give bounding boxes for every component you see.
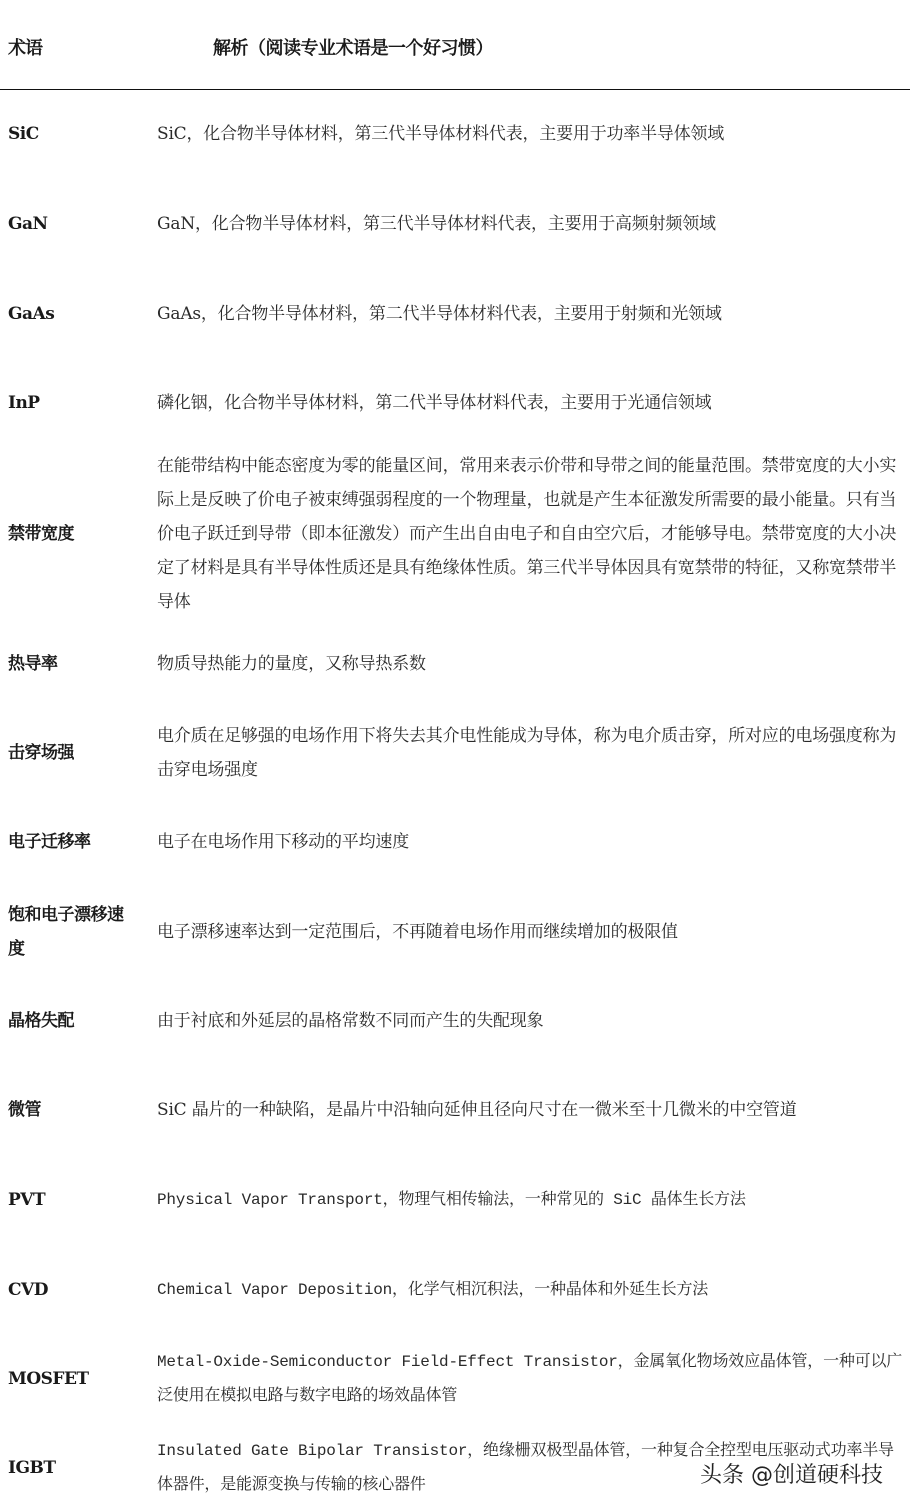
term-cell: 饱和电子漂移速度: [8, 905, 124, 959]
description-cell: Insulated Gate Bipolar Transistor，绝缘栅双极型晶体管，一种复合全控型电压驱动式功率半导体器件，是能源变换与传输的核心器件: [157, 1442, 894, 1494]
description-cell: 电子漂移速率达到一定范围后，不再随着电场作用而继续增加的极限值: [157, 922, 678, 942]
term-cell: SiC: [8, 124, 39, 144]
term-cell: CVD: [8, 1280, 48, 1300]
description-cell: 磷化铟，化合物半导体材料，第二代半导体材料代表，主要用于光通信领域: [157, 393, 712, 413]
term-cell: 晶格失配: [8, 1011, 74, 1031]
description-cell: SiC 晶片的一种缺陷，是晶片中沿轴向延伸且径向尺寸在一微米至十几微米的中空管道: [157, 1100, 797, 1120]
description-cell: 电子在电场作用下移动的平均速度: [157, 832, 409, 852]
term-cell: InP: [8, 393, 40, 413]
term-cell: 电子迁移率: [8, 832, 91, 852]
description-cell: GaN，化合物半导体材料，第三代半导体材料代表，主要用于高频射频领域: [157, 214, 716, 234]
description-cell: SiC，化合物半导体材料，第三代半导体材料代表，主要用于功率半导体领域: [157, 124, 725, 144]
table-header: [0, 0, 910, 90]
description-cell: GaAs，化合物半导体材料，第二代半导体材料代表，主要用于射频和光领域: [157, 304, 722, 324]
description-cell: Chemical Vapor Deposition，化学气相沉积法，一种晶体和外延生长方法: [157, 1281, 709, 1299]
description-cell: 电介质在足够强的电场作用下将失去其介电性能成为导体，称为电介质击穿，所对应的电场强度称为击穿电场强度: [157, 726, 897, 780]
term-cell: GaN: [8, 214, 48, 234]
description-cell: Physical Vapor Transport，物理气相传输法，一种常见的 SiC 晶体生长方法: [157, 1191, 746, 1209]
description-column-header: 解析（阅读专业术语是一个好习惯）: [213, 38, 493, 59]
term-cell: 热导率: [8, 654, 58, 674]
term-cell: PVT: [8, 1190, 46, 1210]
term-cell: GaAs: [8, 304, 55, 324]
description-cell: Metal-Oxide-Semiconductor Field-Effect Transistor，金属氧化物场效应晶体管，一种可以广泛使用在模拟电路与数字电路的场效晶体管: [157, 1353, 903, 1405]
description-cell: 物质导热能力的量度，又称导热系数: [157, 654, 426, 674]
term-cell: 禁带宽度: [8, 524, 74, 544]
term-cell: IGBT: [8, 1458, 56, 1478]
description-cell: 由于衬底和外延层的晶格常数不同而产生的失配现象: [157, 1011, 544, 1031]
term-column-header: 术语: [8, 38, 42, 59]
term-cell: 击穿场强: [8, 743, 74, 763]
term-cell: 微管: [8, 1100, 41, 1120]
description-cell: 在能带结构中能态密度为零的能量区间，常用来表示价带和导带之间的能量范围。禁带宽度的大小实际上是反映了价电子被束缚强弱程度的一个物理量，也就是产生本征激发所需要的最小能量。只有当价电子跃迁到导带（即本征激发）而产生出自由电子和自由空穴后，才能够导电。禁带宽度的大小决定了材料是具有半导体性质还是具有绝缘体性质。第三代半导体因具有宽禁带的特征，又称宽禁带半导体: [157, 456, 897, 612]
term-cell: MOSFET: [8, 1369, 89, 1389]
watermark: 头条 @创道硬科技: [700, 1463, 883, 1488]
